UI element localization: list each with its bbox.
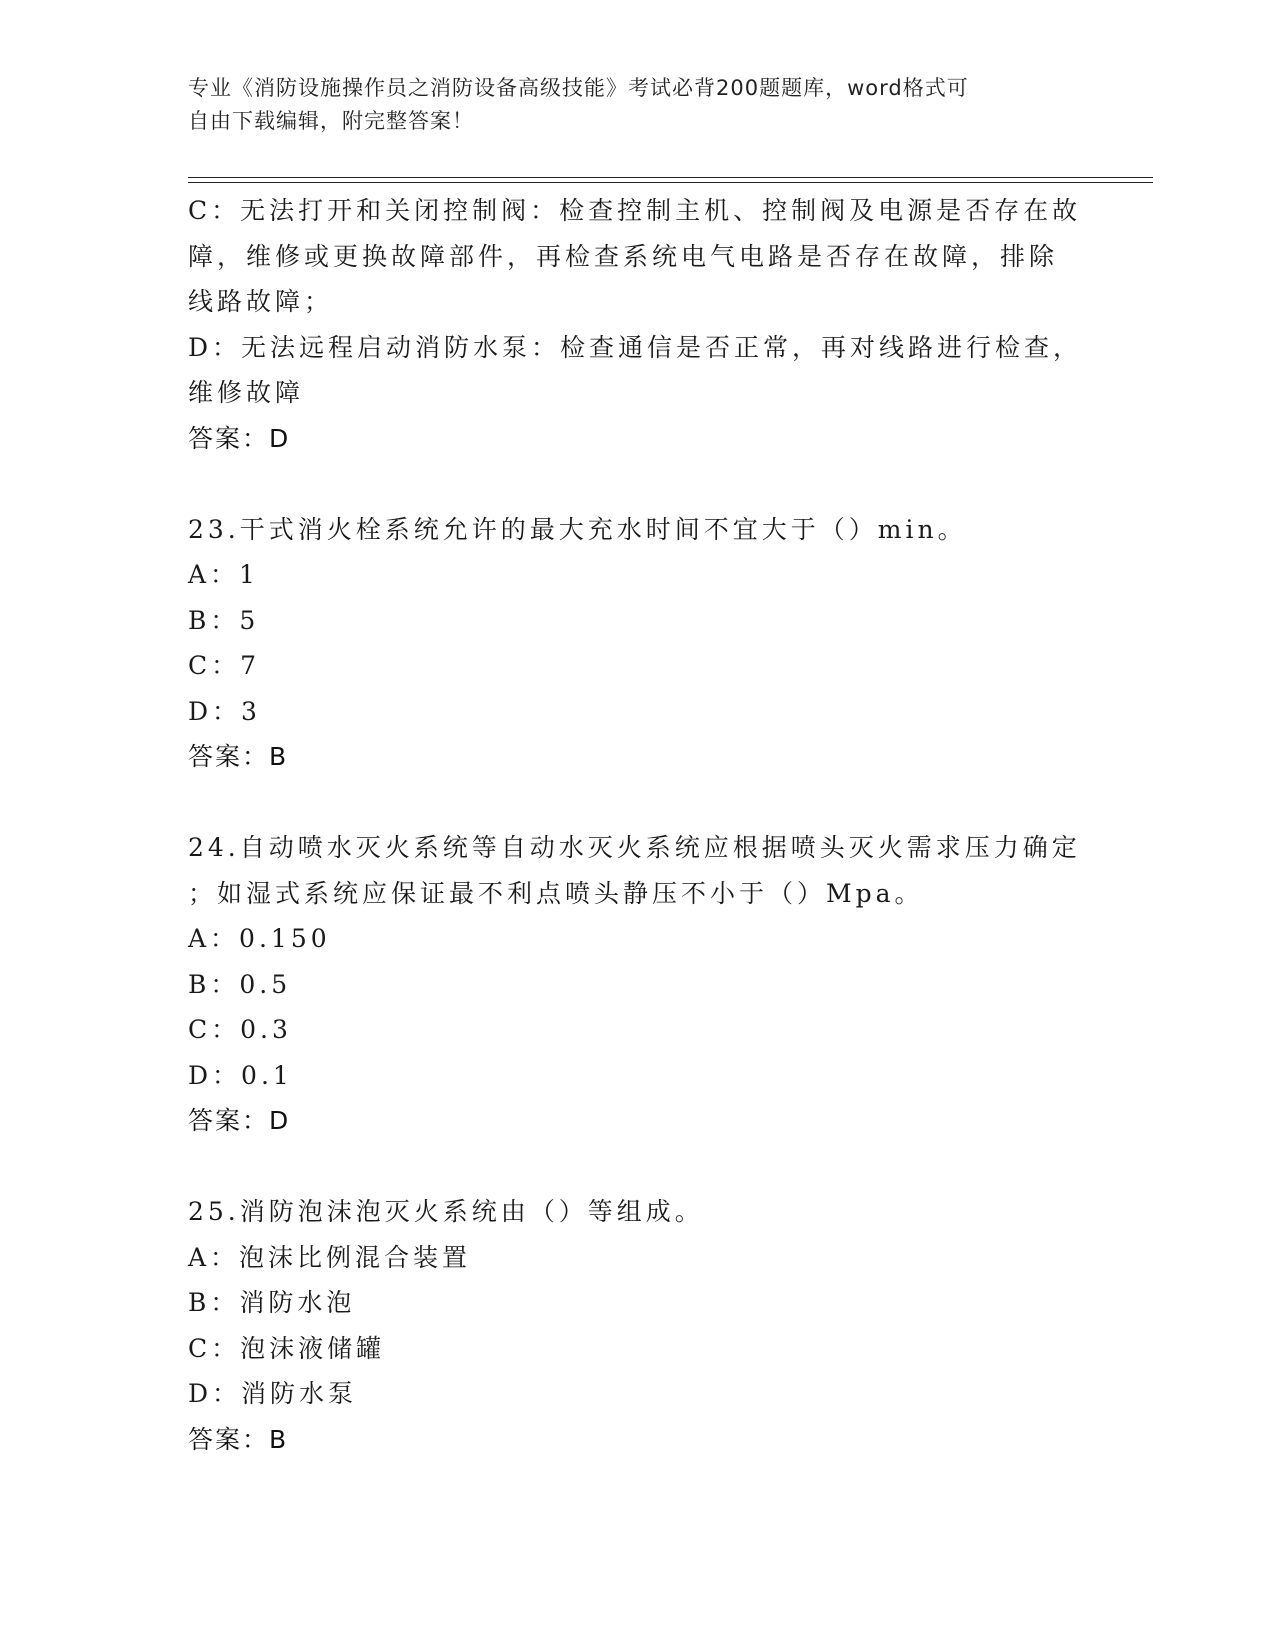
question-25 xyxy=(188,1189,1088,1462)
option-c-line-1: C：无法打开和关闭控制阀：检查控制主机、控制阀及电源是否存在故 xyxy=(188,196,1082,225)
question-23-option-c: C：7 xyxy=(188,651,261,680)
question-25-option-c: C：泡沫液储罐 xyxy=(188,1333,386,1363)
option-c-line-2: 障，维修或更换故障部件，再检查系统电气电路是否存在故障，排除 xyxy=(188,241,1059,271)
question-25-option-a: A：泡沫比例混合装置 xyxy=(188,1242,472,1272)
question-25-option-b: B：消防水泡 xyxy=(188,1288,356,1317)
question-22-continuation xyxy=(188,188,1088,461)
answer-24: 答案：D xyxy=(188,1106,291,1135)
question-23-text: 23.干式消火栓系统允许的最大充水时间不宜大于（）min。 xyxy=(188,514,967,544)
question-24-option-c: C：0.3 xyxy=(188,1015,292,1044)
question-23-option-b: B：5 xyxy=(188,605,260,635)
answer-23: 答案：B xyxy=(188,742,289,771)
question-24-option-b: B：0.5 xyxy=(188,969,292,999)
question-23-option-a: A：1 xyxy=(188,560,259,589)
question-23 xyxy=(188,507,1088,780)
question-list xyxy=(188,188,1088,1462)
header-divider-top xyxy=(188,177,1153,178)
spacer xyxy=(188,1144,1088,1190)
question-23-option-d: D：3 xyxy=(188,696,261,726)
header-divider-bottom xyxy=(188,182,1153,183)
spacer xyxy=(188,780,1088,826)
spacer xyxy=(188,461,1088,507)
question-24-text-line-1: 24.自动喷水灭火系统等自动水灭火系统应根据喷头灭火需求压力确定 xyxy=(188,833,1081,862)
option-d-line-2: 维修故障 xyxy=(188,378,305,407)
answer-25: 答案：B xyxy=(188,1424,289,1454)
question-24 xyxy=(188,825,1088,1144)
answer-22: 答案：D xyxy=(188,423,291,453)
option-d-line-1: D：无法远程启动消防水泵：检查通信是否正常，再对线路进行检查， xyxy=(188,332,1083,362)
question-24-option-a: A：0.150 xyxy=(188,924,331,953)
header-line-2: 自由下载编辑，附完整答案！ xyxy=(188,109,474,133)
document-header xyxy=(188,72,1068,138)
header-line-1: 专业《消防设施操作员之消防设备高级技能》考试必背200题题库，word格式可 xyxy=(188,76,969,100)
question-24-text-line-2: ；如湿式系统应保证最不利点喷头静压不小于（）Mpa。 xyxy=(188,878,924,908)
question-25-text: 25.消防泡沫泡灭火系统由（）等组成。 xyxy=(188,1197,704,1226)
question-24-option-d: D：0.1 xyxy=(188,1060,293,1090)
question-25-option-d: D：消防水泵 xyxy=(188,1379,358,1408)
option-c-line-3: 线路故障； xyxy=(188,287,334,316)
